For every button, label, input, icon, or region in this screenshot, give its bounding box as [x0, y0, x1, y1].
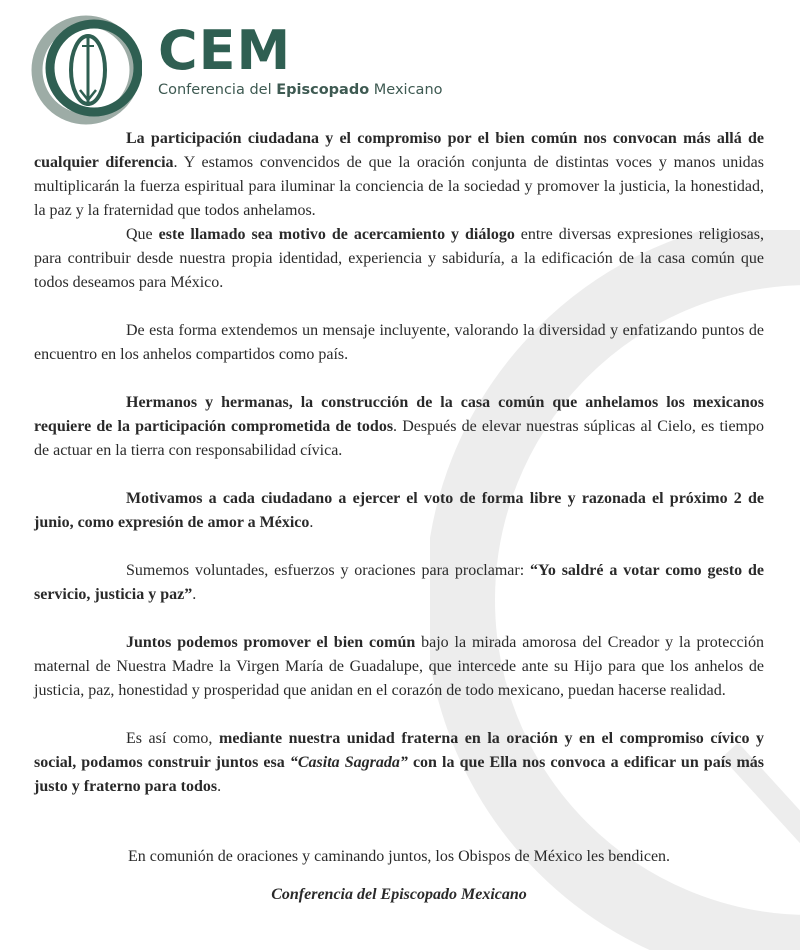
p7-bold: Juntos podemos promover el bien común	[126, 634, 416, 651]
letter-body	[34, 127, 764, 907]
brand-block	[158, 19, 443, 98]
closing-line: En comunión de oraciones y caminando juntos, los Obispos de México les bendicen.	[127, 848, 671, 865]
brand-name-bold: Episcopado	[276, 82, 370, 98]
paragraph-8	[34, 727, 764, 799]
cem-logo-icon	[30, 14, 142, 126]
p6-end: .	[192, 586, 197, 603]
p8-bold1: mediante nuestra unidad fraterna en la oración y en el compromiso cívico y social, podamos construir juntos esa	[34, 730, 765, 771]
p3-text: De esta forma extendemos un mensaje incluyente, valorando la diversidad y enfatizando puntos de encuentro en los anhelos compartidos como país.	[34, 322, 764, 363]
p8-end: .	[217, 778, 222, 795]
p8-before: Es así como,	[126, 730, 219, 747]
paragraph-3	[34, 319, 764, 367]
signature	[34, 883, 764, 907]
p2-bold: este llamado sea motivo de acercamiento y diálogo	[158, 226, 515, 243]
p4-bold: Hermanos y hermanas, la construcción de la casa común que anhelamos los mexicanos requiere de la participación comprometida de todos	[34, 394, 764, 435]
paragraph-7	[34, 631, 764, 703]
paragraph-4	[34, 391, 764, 463]
p7-text: bajo la mirada amorosa del Creador y la protección maternal de Nuestra Madre la Virgen María de Guadalupe, que intercede ante su Hijo para que los anhelos de justicia, paz, honestidad y prosperidad que anidan en el corazón de todo mexicano, puedan hacerse realidad.	[34, 634, 764, 699]
paragraph-5	[34, 487, 764, 535]
p6-text: Sumemos voluntades, esfuerzos y oraciones para proclamar:	[126, 562, 531, 579]
paragraph-6	[34, 559, 764, 607]
brand-fullname	[158, 82, 443, 98]
p1-bold: La participación ciudadana y el compromiso por el bien común nos convocan más allá de cualquier diferencia	[34, 130, 764, 171]
p8-italic: “Casita Sagrada”	[289, 754, 408, 771]
p2-after: entre diversas expresiones religiosas, para contribuir desde nuestra propia identidad, experiencia y sabiduría, a la edificación de la casa común que todos deseamos para México.	[34, 226, 765, 291]
p4-text: . Después de elevar nuestras súplicas al Cielo, es tiempo de actuar en la tierra con responsabilidad cívica.	[34, 418, 764, 459]
brand-name-part1: Conferencia del	[158, 82, 277, 98]
p5-text: .	[309, 514, 314, 531]
signature-text: Conferencia del Episcopado Mexicano	[271, 886, 527, 903]
p2-before: Que	[126, 226, 159, 243]
p1-text: . Y estamos convencidos de que la oración conjunta de distintas voces y manos unidas multiplicarán la fuerza espiritual para iluminar la conciencia de la sociedad y promover la justicia, la honestidad, la paz y la fraternidad que todos anhelamos.	[34, 154, 765, 219]
p8-bold2: con la que Ella nos convoca a edificar un país más justo y fraterno para todos	[34, 754, 765, 795]
p6-bold: “Yo saldré a votar como gesto de servicio, justicia y paz”	[34, 562, 765, 603]
paragraph-1	[34, 127, 764, 223]
paragraph-2	[34, 223, 764, 295]
brand-acronym: CEM	[158, 19, 292, 82]
brand-name-part2: Mexicano	[369, 82, 443, 98]
letterhead	[30, 14, 450, 126]
p5-bold: Motivamos a cada ciudadano a ejercer el voto de forma libre y razonada el próximo 2 de junio, como expresión de amor a México	[34, 490, 764, 531]
